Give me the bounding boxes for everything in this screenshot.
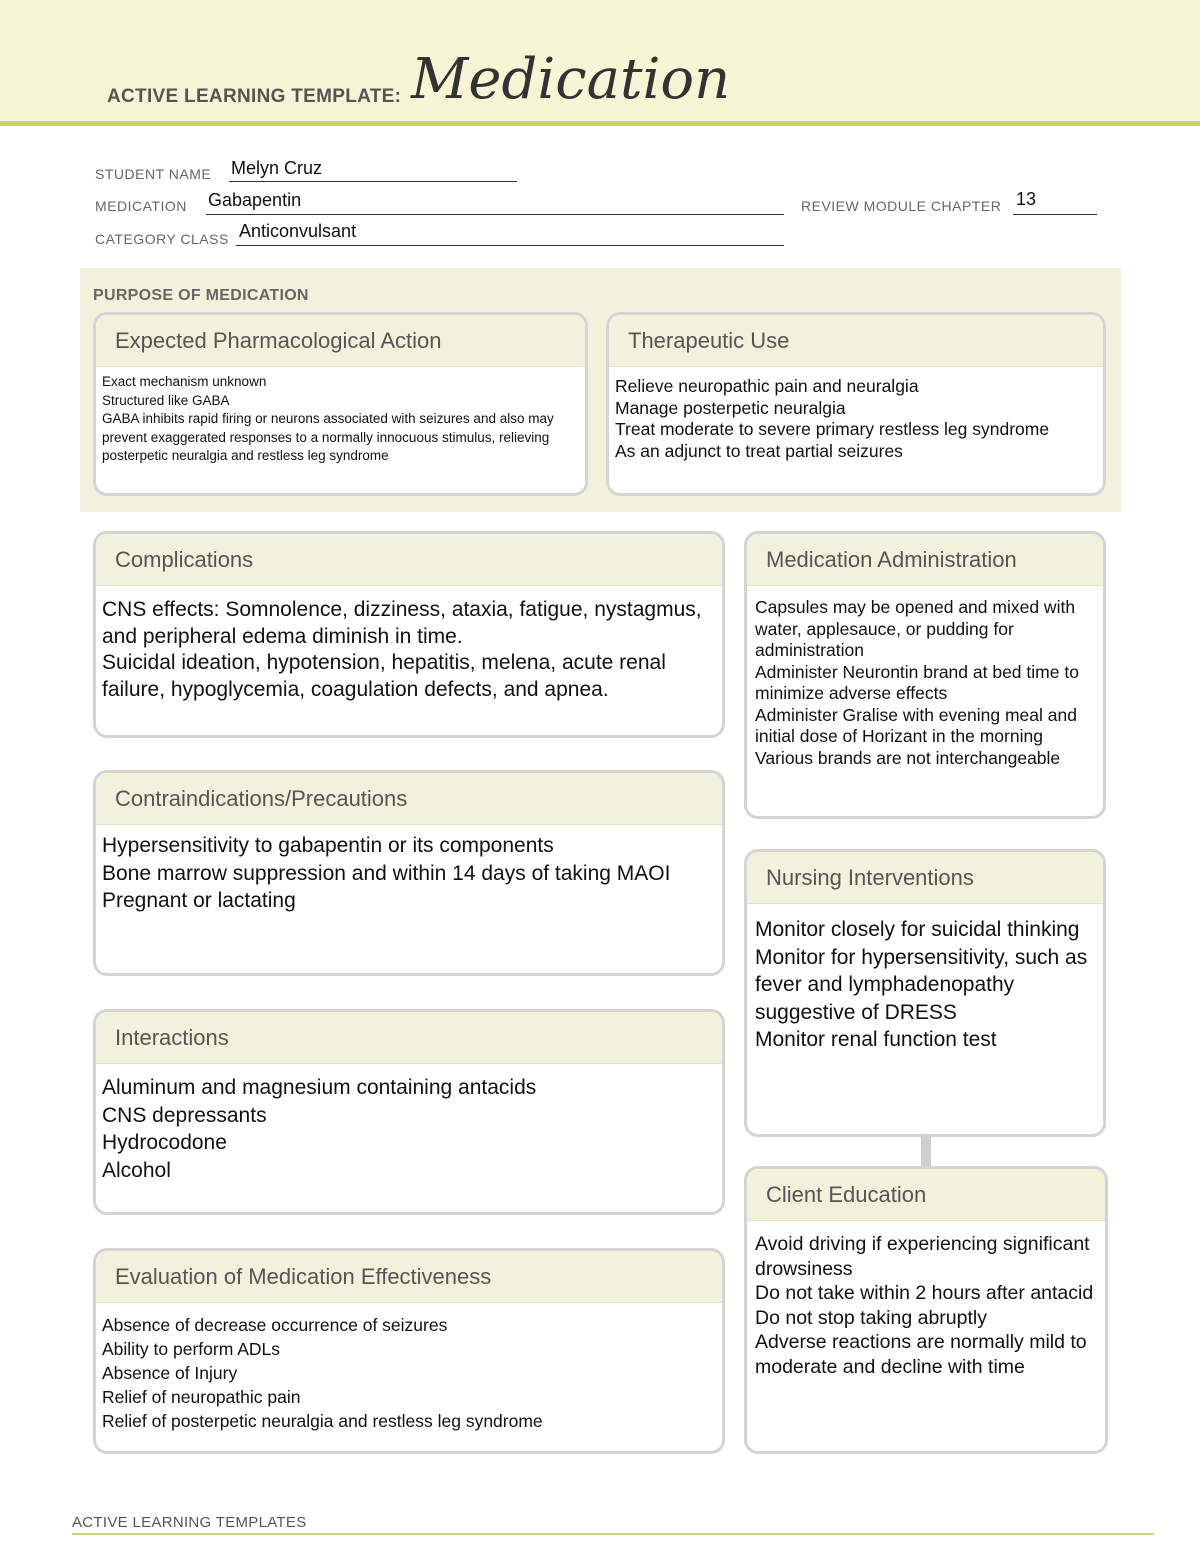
contraindications-text[interactable]: Hypersensitivity to gabapentin or its components Bone marrow suppression and within 14 days of taking MAOI Pregnant or lactating	[102, 834, 671, 912]
header-rule	[0, 121, 1200, 126]
nursing-interventions-title: Nursing Interventions	[747, 852, 1103, 904]
therapeutic-use-title: Therapeutic Use	[609, 315, 1103, 367]
medication-line	[206, 214, 784, 215]
page-title: Medication	[411, 47, 731, 112]
medication-administration-text[interactable]: Capsules may be opened and mixed with water, applesauce, or pudding for administration Administer Neurontin brand at bed time to minimize adverse effects Administer Gralise with evening meal and initial dose of Horizant in the morning Various brands are not interchangeable	[755, 597, 1079, 768]
client-education-text[interactable]: Avoid driving if experiencing significant drowsiness Do not take within 2 hours after antacid Do not stop taking abruptly Adverse reactions are normally mild to moderate and decline with time	[755, 1233, 1094, 1378]
student-name-field[interactable]: Melyn Cruz	[231, 158, 323, 178]
nursing-interventions-text[interactable]: Monitor closely for suicidal thinking Monitor for hypersensitivity, such as fever and lymphadenopathy suggestive of DRESS Monitor renal function test	[755, 918, 1088, 1051]
purpose-label: PURPOSE OF MEDICATION	[93, 287, 309, 304]
connector-bar	[921, 1134, 931, 1166]
evaluation-title: Evaluation of Medication Effectiveness	[96, 1251, 722, 1303]
evaluation-text[interactable]: Absence of decrease occurrence of seizures Ability to perform ADLs Absence of Injury Relief of neuropathic pain Relief of posterpetic neuralgia and restless leg syndrome	[102, 1315, 543, 1431]
footer-rule	[72, 1533, 1154, 1535]
expected-action-title: Expected Pharmacological Action	[96, 315, 585, 367]
evaluation-box	[93, 1248, 725, 1454]
client-education-title: Client Education	[747, 1169, 1105, 1221]
nursing-interventions-box	[744, 849, 1106, 1137]
category-class-label: CATEGORY CLASS	[95, 231, 229, 247]
interactions-title: Interactions	[96, 1012, 722, 1064]
footer-label: ACTIVE LEARNING TEMPLATES	[72, 1514, 307, 1531]
review-module-label: REVIEW MODULE CHAPTER	[801, 198, 1002, 214]
interactions-box	[93, 1009, 725, 1215]
contraindications-box	[93, 770, 725, 976]
medication-label: MEDICATION	[95, 198, 187, 214]
template-label: ACTIVE LEARNING TEMPLATE:	[107, 86, 402, 107]
medication-administration-title: Medication Administration	[747, 534, 1103, 586]
client-education-box	[744, 1166, 1108, 1454]
interactions-text[interactable]: Aluminum and magnesium containing antacids CNS depressants Hydrocodone Alcohol	[102, 1076, 537, 1182]
contraindications-title: Contraindications/Precautions	[96, 773, 722, 825]
review-module-line	[1013, 214, 1097, 215]
review-module-field[interactable]: 13	[1016, 189, 1037, 209]
category-class-line	[236, 245, 784, 246]
category-class-field[interactable]: Anticonvulsant	[239, 221, 357, 241]
therapeutic-use-box	[606, 312, 1106, 496]
therapeutic-use-text[interactable]: Relieve neuropathic pain and neuralgia Manage posterpetic neuralgia Treat moderate to severe primary restless leg syndrome As an adjunct to treat partial seizures	[615, 376, 1050, 461]
student-name-label: STUDENT NAME	[95, 166, 212, 182]
complications-title: Complications	[96, 534, 722, 586]
complications-text[interactable]: CNS effects: Somnolence, dizziness, ataxia, fatigue, nystagmus, and peripheral edema diminish in time. Suicidal ideation, hypotension, hepatitis, melena, acute renal failure, hypoglycemia, coagulation defects, and apnea.	[102, 598, 702, 701]
medication-administration-box	[744, 531, 1106, 819]
expected-action-text[interactable]: Exact mechanism unknown Structured like GABA GABA inhibits rapid firing or neurons associated with seizures and also may prevent exaggerated responses to a normally innocuous stimulus, relieving posterpetic neuralgia and restless leg syndrome	[102, 374, 554, 463]
expected-action-box	[93, 312, 588, 496]
student-name-line	[229, 181, 517, 182]
medication-field[interactable]: Gabapentin	[208, 190, 302, 210]
complications-box	[93, 531, 725, 738]
